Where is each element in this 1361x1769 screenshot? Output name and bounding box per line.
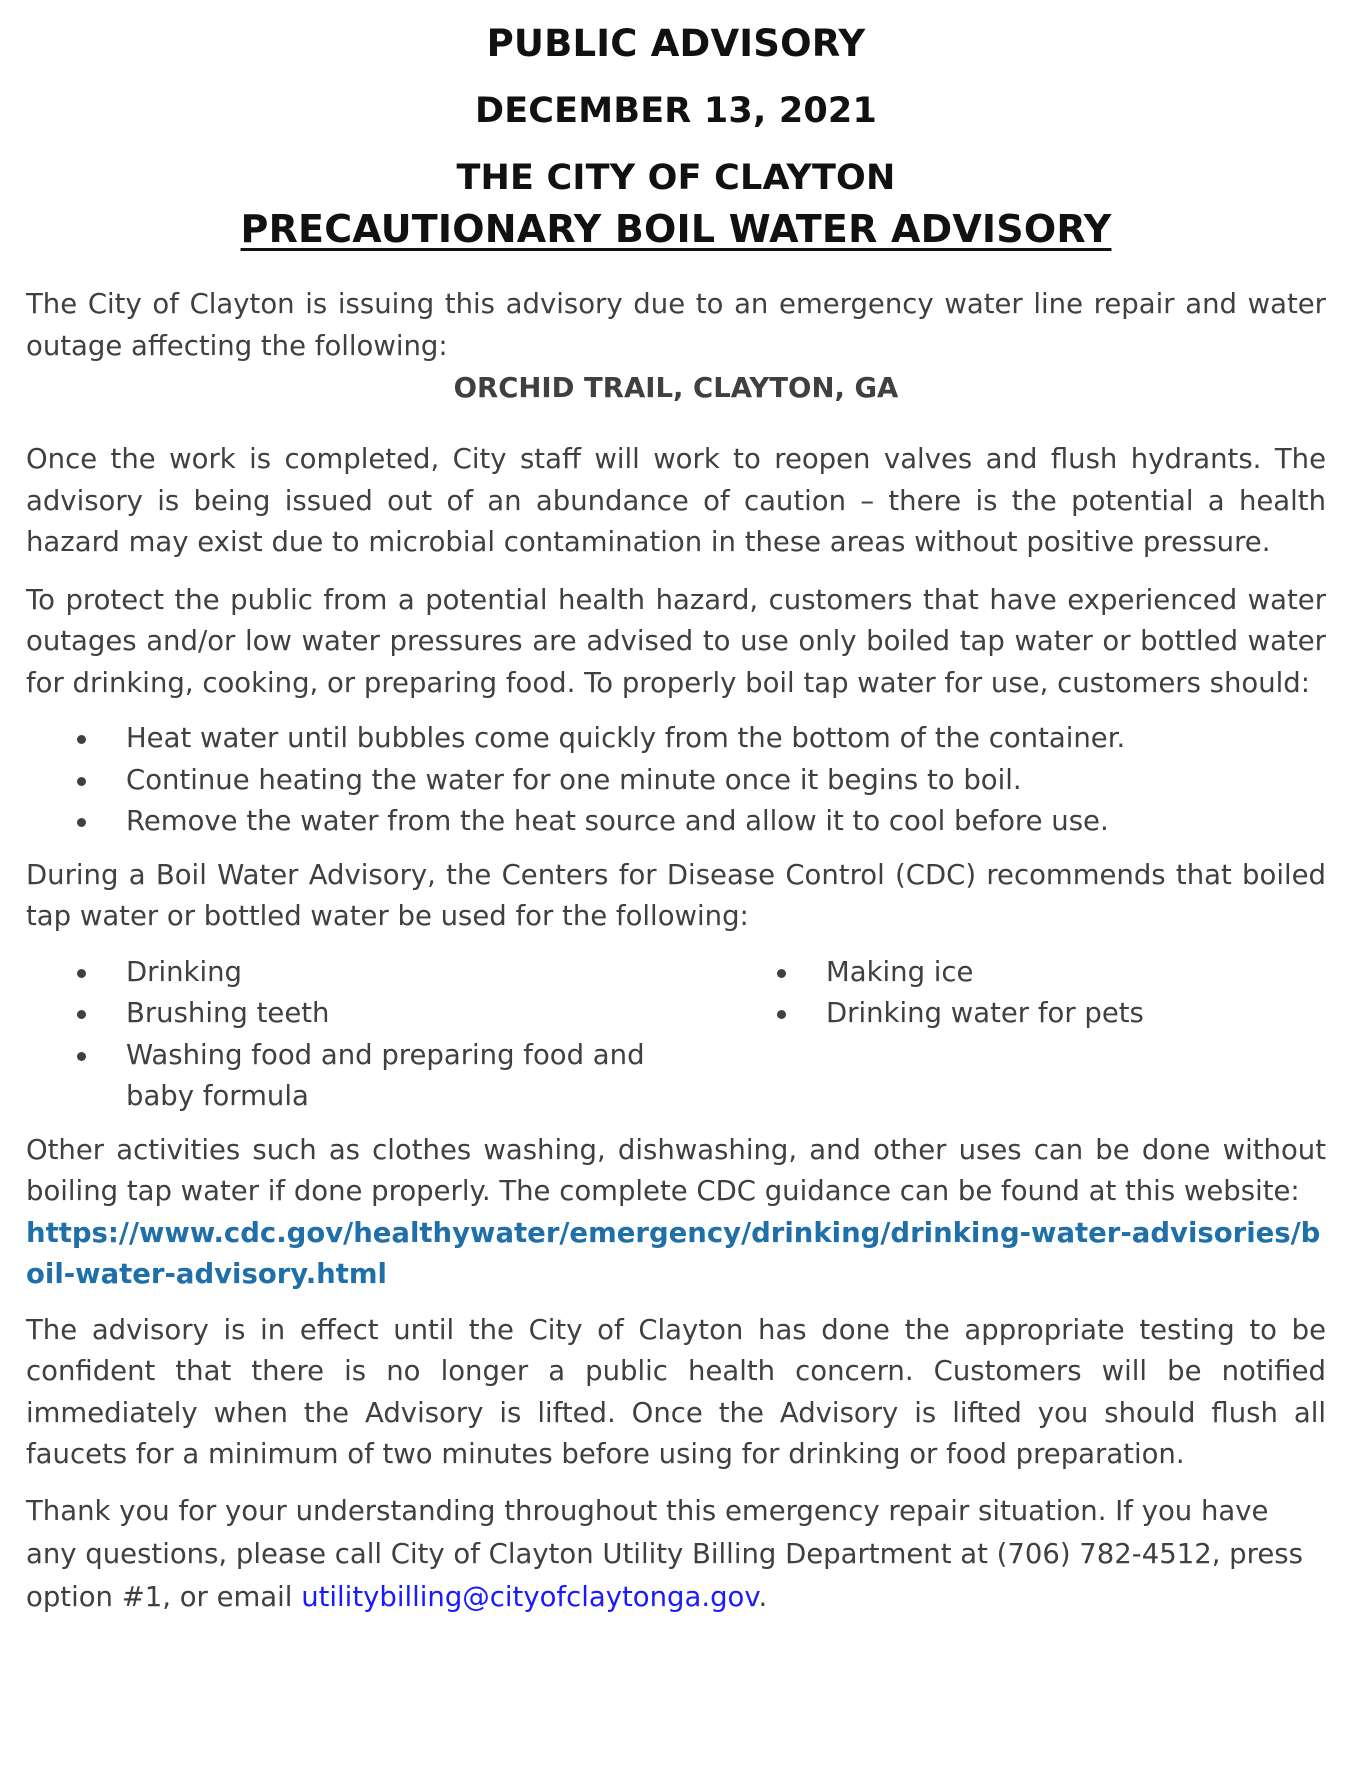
uses-right-column bbox=[726, 952, 1326, 1118]
list-item-text: Heat water until bubbles come quickly from the bottom of the container. bbox=[126, 722, 1126, 754]
advisory-subject: PRECAUTIONARY BOIL WATER ADVISORY bbox=[240, 207, 1112, 251]
list-item bbox=[26, 718, 1326, 760]
cdc-guidance-link[interactable]: https://www.cdc.gov/healthywater/emergency/drinking/drinking-water-advisories/boil-water-advisory.html bbox=[26, 1216, 1321, 1290]
bullet-icon bbox=[77, 1010, 86, 1019]
list-item-text: Washing food and preparing food and baby formula bbox=[126, 1038, 645, 1112]
protection-paragraph: To protect the public from a potential health hazard, customers that have experienced water outages and/or low water pressures are advised to use only boiled tap water or bottled water for drinking, cooking, or preparing food. To properly boil tap water for use, customers should: bbox=[26, 583, 1326, 699]
uses-columns bbox=[26, 952, 1326, 1118]
list-item-text: Continue heating the water for one minute once it begins to boil. bbox=[126, 763, 1022, 796]
list-item-text: Drinking water for pets bbox=[826, 997, 1144, 1029]
list-item bbox=[726, 952, 1326, 994]
bullet-icon bbox=[77, 777, 86, 786]
list-item bbox=[26, 801, 1326, 843]
bullet-icon bbox=[77, 735, 86, 744]
list-item-text: Drinking bbox=[126, 955, 243, 988]
closing-paragraph bbox=[26, 1490, 1326, 1619]
list-item bbox=[26, 1035, 726, 1118]
bullet-icon bbox=[77, 969, 86, 978]
advisory-document bbox=[26, 20, 1326, 1619]
email-link[interactable]: utilitybilling@cityofclaytonga.gov bbox=[301, 1580, 759, 1613]
list-item bbox=[26, 952, 726, 994]
bullet-icon bbox=[77, 818, 86, 827]
list-item-text: Brushing teeth bbox=[126, 997, 330, 1029]
uses-left-list bbox=[26, 952, 726, 1118]
bullet-icon bbox=[777, 1010, 786, 1019]
work-paragraph: Once the work is completed, City staff will work to reopen valves and flush hydrants. The advisory is being issued out of an abundance of caution – there is the potential a health hazard may exist due to microbial contamination in these areas without positive pressure. bbox=[26, 443, 1326, 558]
list-item-text: Remove the water from the heat source and allow it to cool before use. bbox=[126, 805, 1109, 837]
closing-period: . bbox=[758, 1580, 768, 1613]
list-item-text: Making ice bbox=[826, 955, 974, 988]
list-item bbox=[26, 993, 726, 1035]
cdc-paragraph: During a Boil Water Advisory, the Centers for Disease Control (CDC) recommends that boiled tap water or bottled water be used for the following: bbox=[26, 858, 1326, 932]
affected-location: ORCHID TRAIL, CLAYTON, GA bbox=[453, 372, 899, 404]
city-name: THE CITY OF CLAYTON bbox=[456, 158, 896, 198]
list-item bbox=[726, 993, 1326, 1035]
other-activities-paragraph: Other activities such as clothes washing, dishwashing, and other uses can be done without boiling tap water if done properly. The complete CDC guidance can be found at this website: bbox=[26, 1133, 1326, 1207]
uses-left-column bbox=[26, 952, 726, 1118]
intro-paragraph: The City of Clayton is issuing this advisory due to an emergency water line repair and water outage affecting the following: bbox=[26, 288, 1326, 362]
uses-right-list bbox=[726, 952, 1326, 1035]
bullet-icon bbox=[77, 1052, 86, 1061]
effect-paragraph: The advisory is in effect until the City of Clayton has done the appropriate testing to be confident that there is no longer a public health concern. Customers will be notified immediately when the Advisory is lifted. Once the Advisory is lifted you should flush all faucets for a minimum of two minutes before using for drinking or food preparation. bbox=[26, 1313, 1326, 1470]
list-item bbox=[26, 760, 1326, 802]
advisory-date: DECEMBER 13, 2021 bbox=[474, 91, 878, 131]
closing-text: Thank you for your understanding throughout this emergency repair situation. If you have any questions, please call City of Clayton Utility Billing Department at (706) 782-4512, press option #1, or email bbox=[26, 1494, 1303, 1613]
document-title: PUBLIC ADVISORY bbox=[486, 22, 866, 65]
boil-steps-list bbox=[26, 718, 1326, 843]
bullet-icon bbox=[777, 969, 786, 978]
